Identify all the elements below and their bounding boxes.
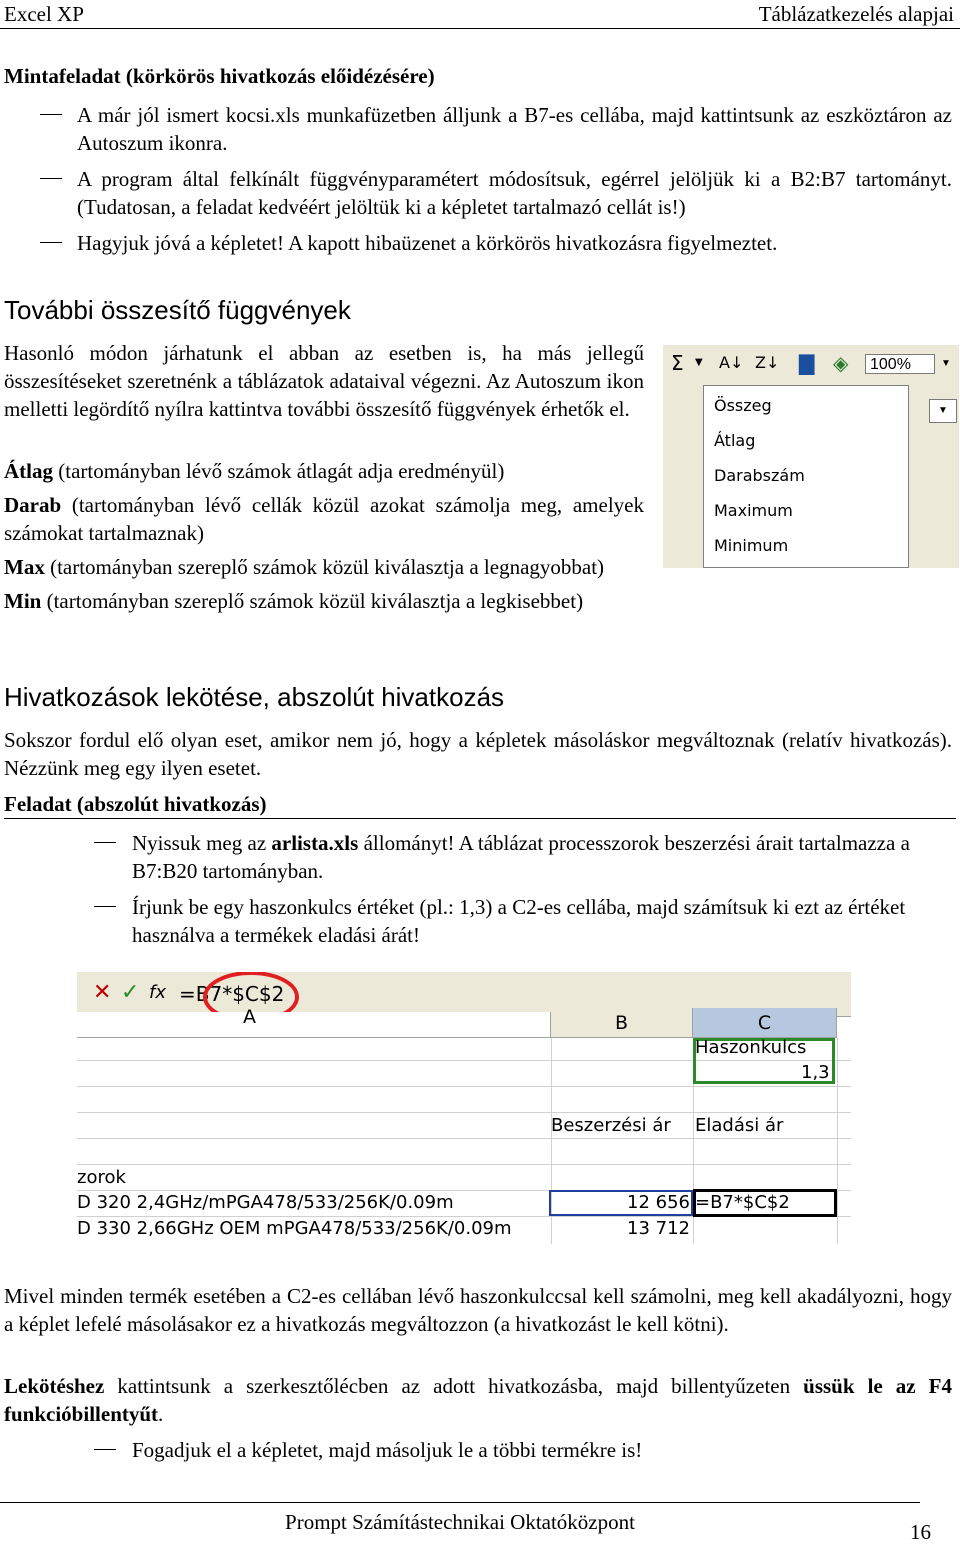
menu-item-sum[interactable]: Összeg [714, 396, 772, 415]
list-item: Írjunk be egy haszonkulcs értéket (pl.: 1,3) a C2-es cellába, majd számítsuk ki ezt az értéket használva a termékek eladási árát! [4, 893, 934, 949]
menu-item-average[interactable]: Átlag [714, 431, 756, 450]
list-item: Nyissuk meg az arlista.xls állományt! A táblázat processzorok beszerzési árait tartalmazza a B7:B20 tartományban. [4, 829, 934, 885]
list-item: Hagyjuk jóvá a képletet! A kapott hibaüzenet a körkörös hivatkozásra figyelmeztet. [4, 229, 952, 257]
list-item: Darab (tartományban lévő cellák közül azokat számolja meg, amelyek számokat tartalmaznak) [4, 493, 644, 545]
list-item: A program által felkínált függvényparamétert módosítsuk, egérrel jelöljük ki a B2:B7 tartományt. (Tudatosan, a feladat kedvéért jelöltük ki a képletet tartalmazó cellát is!) [4, 165, 952, 221]
list-item: Fogadjuk el a képletet, majd másoljuk le a többi termékre is! [4, 1436, 934, 1464]
zoom-input[interactable]: 100% [865, 354, 935, 374]
label-processors: zorok [77, 1167, 126, 1188]
para-f4: Lekötéshez kattintsunk a szerkesztőlécben az adott hivatkozásba, majd billentyűzeten üssük le az F4 funkcióbillentyűt. [4, 1374, 952, 1426]
table-cell: 13 712 [627, 1218, 690, 1239]
column-header-a[interactable]: A [77, 1012, 551, 1038]
footer-text: Prompt Számítástechnikai Oktatóközpont [285, 1510, 635, 1534]
header-cost: Beszerzési ár [551, 1115, 671, 1136]
header-right: Táblázatkezelés alapjai [758, 2, 954, 26]
toolbar [663, 345, 959, 386]
menu-item-count[interactable]: Darabszám [714, 466, 805, 485]
sort-ascending-icon[interactable]: A↓ [719, 353, 744, 372]
task-title: Feladat (abszolút hivatkozás) [4, 790, 956, 819]
confirm-icon[interactable]: ✓ [121, 980, 140, 1005]
cancel-icon[interactable]: ✕ [93, 980, 112, 1005]
autosum-screenshot [662, 344, 960, 569]
drawing-icon[interactable]: ◈ [833, 351, 849, 375]
page-number: 16 [910, 1520, 931, 1544]
function-list [4, 457, 680, 615]
c2-label: Haszonkulcs [695, 1037, 807, 1058]
formula-screenshot [77, 972, 851, 1244]
header-price: Eladási ár [695, 1115, 784, 1136]
example1-title: Mintafeladat (körkörös hivatkozás előidézésére) [4, 64, 435, 88]
toolbar-left-area [663, 385, 703, 568]
column-header-c[interactable]: C [693, 1008, 837, 1038]
font-size-dropdown-icon[interactable]: ▼ [929, 399, 957, 423]
example1-bullets [4, 101, 952, 257]
section2-heading: További összesítő függvények [4, 295, 351, 325]
chart-wizard-icon[interactable]: ▇ [799, 351, 815, 375]
header-left: Excel XP [4, 2, 84, 26]
autosum-menu [703, 385, 909, 568]
table-row: D 330 2,66GHz OEM mPGA478/533/256K/0.09m [77, 1218, 512, 1239]
table-cell: =B7*$C$2 [695, 1192, 790, 1213]
list-item: Min (tartományban szereplő számok közül kiválasztja a legkisebbet) [4, 589, 584, 613]
section3-intro: Sokszor fordul elő olyan eset, amikor nem jó, hogy a képletek másoláskor megváltoznak (relatív hivatkozás). Nézzünk meg egy ilyen esetet. [4, 728, 952, 780]
zoom-dropdown-icon[interactable]: ▼ [941, 358, 951, 369]
page-header [0, 0, 960, 29]
column-header-b[interactable]: B [551, 1008, 693, 1038]
table-row: D 320 2,4GHz/mPGA478/533/256K/0.09m [77, 1192, 454, 1213]
toolbar-right-area [909, 385, 959, 568]
table-cell: 12 656 [627, 1192, 690, 1213]
section2-intro: Hasonló módon járhatunk el abban az esetben is, ha más jellegű összesítéseket szeretnénk a táblázatok adataival végezni. Az Autoszum ikon melletti legördítő nyílra kattintva további összesítő függvények érhetők el. [4, 341, 644, 421]
autosum-dropdown-arrow-icon[interactable]: ▼ [695, 357, 703, 368]
final-bullet [4, 1436, 934, 1464]
para-lock-reference: Mivel minden termék esetében a C2-es cellában lévő haszonkulccsal kell számolni, meg kell akadályozni, hogy a képlet lefelé másolásakor ez a hivatkozás megváltozzon (a hivatkozást le kell kötni). [4, 1284, 952, 1336]
task-bullets [4, 829, 934, 949]
menu-item-min[interactable]: Minimum [714, 536, 789, 555]
menu-item-max[interactable]: Maximum [714, 501, 793, 520]
sort-descending-icon[interactable]: Z↓ [755, 353, 780, 372]
list-item: Max (tartományban szereplő számok közül kiválasztja a legnagyobbat) [4, 555, 605, 579]
footer-rule [0, 1502, 920, 1503]
function-icon[interactable]: fx [149, 982, 166, 1003]
formula-input[interactable]: =B7*$C$2 [179, 982, 285, 1006]
section3-heading: Hivatkozások lekötése, abszolút hivatkozás [4, 682, 505, 712]
c2-value[interactable]: 1,3 [801, 1062, 830, 1083]
list-item: Átlag (tartományban lévő számok átlagát adja eredményül) [4, 459, 505, 483]
autosum-button[interactable]: Σ [671, 351, 684, 375]
list-item: A már jól ismert kocsi.xls munkafüzetben álljunk a B7-es cellába, majd kattintsunk az eszköztáron az Autoszum ikonra. [4, 101, 952, 157]
